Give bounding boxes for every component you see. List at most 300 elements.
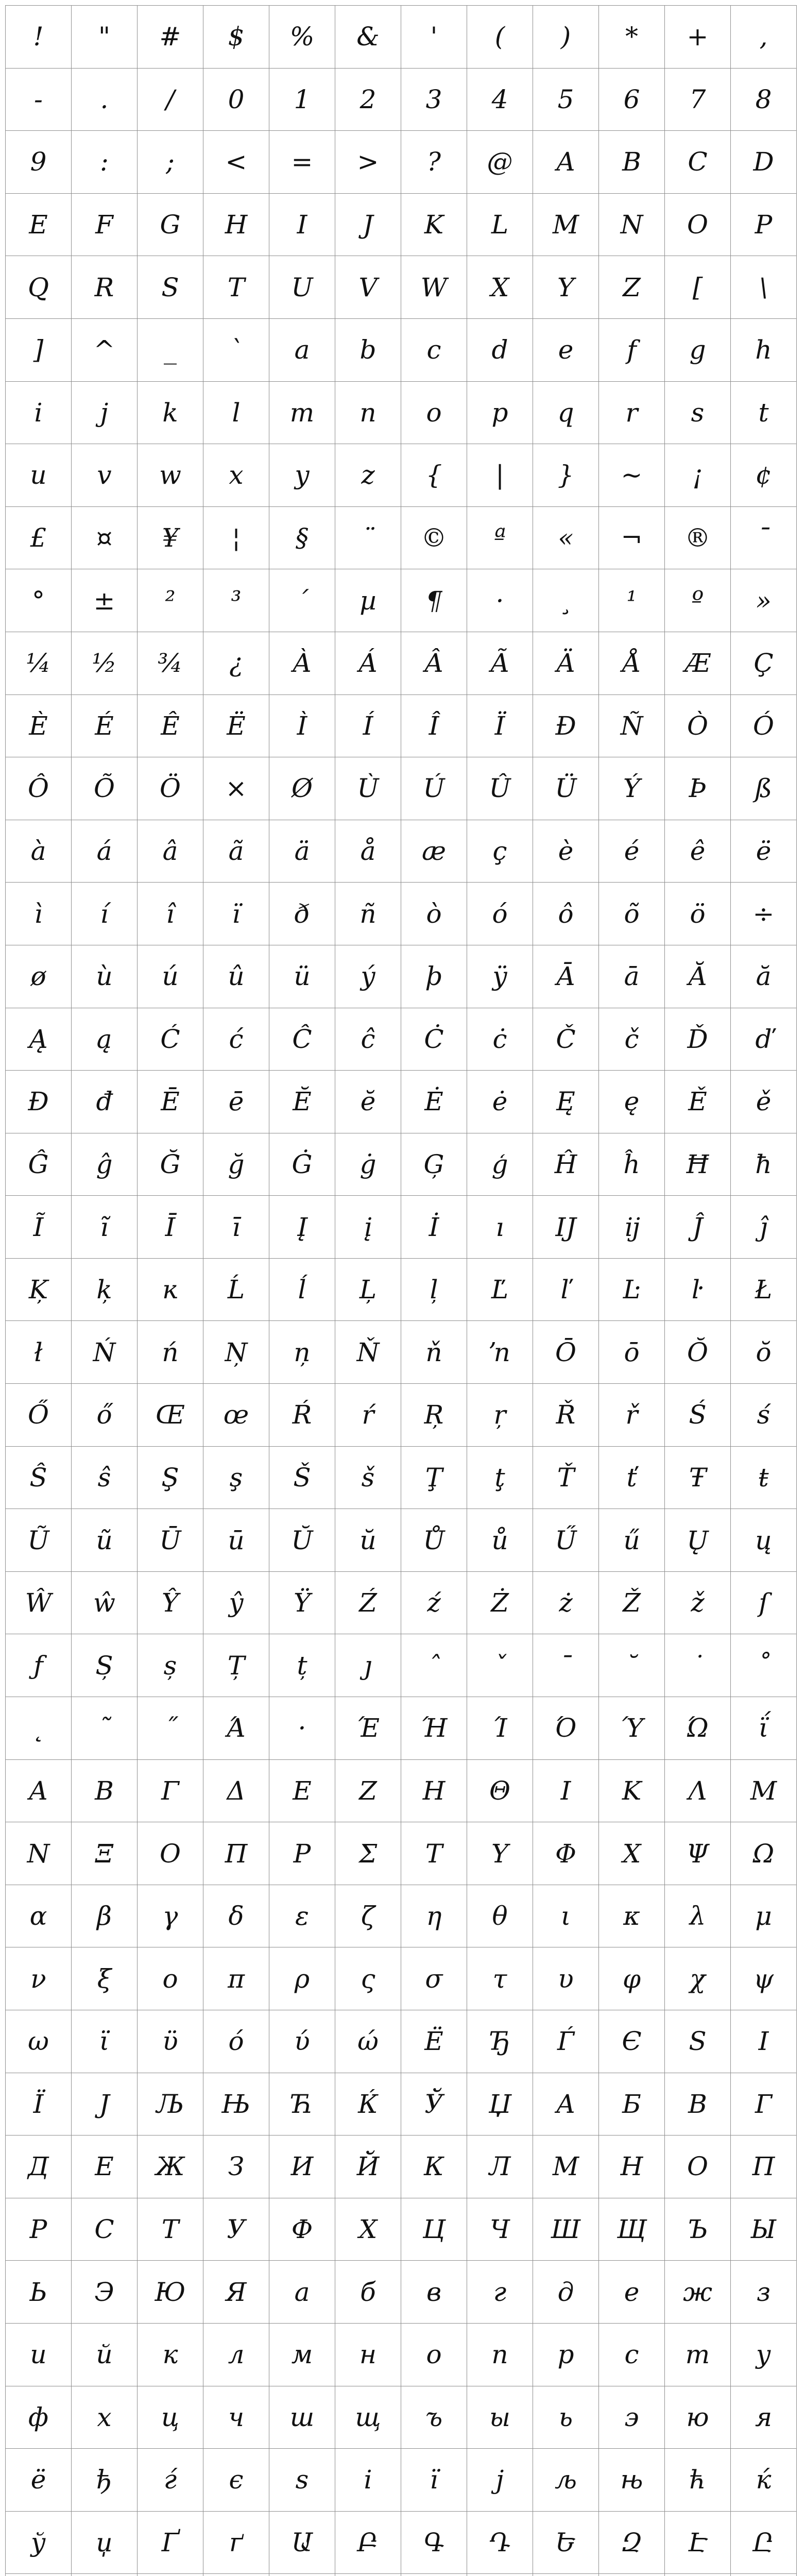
glyph-cell: й: [72, 2324, 138, 2386]
glyph-cell: Å: [599, 632, 665, 695]
glyph-cell: M: [533, 194, 599, 257]
glyph-cell: Þ: [665, 757, 731, 820]
glyph-cell: ů: [467, 1509, 533, 1572]
glyph-cell: ã: [203, 820, 269, 883]
glyph-cell: z: [335, 444, 401, 507]
glyph-cell: [: [665, 256, 731, 319]
glyph-cell: ŉ: [467, 1321, 533, 1384]
glyph-cell: Е: [72, 2136, 138, 2198]
glyph-cell: Ŕ: [269, 1384, 335, 1447]
glyph-cell: ő: [72, 1384, 138, 1447]
glyph-cell: Ź: [335, 1572, 401, 1635]
glyph-cell: [599, 2574, 665, 2576]
glyph-cell: ¡: [665, 444, 731, 507]
glyph-cell: Զ: [599, 2512, 665, 2574]
glyph-cell: ŕ: [335, 1384, 401, 1447]
glyph-cell: δ: [203, 1885, 269, 1948]
glyph-cell: Ĉ: [269, 1008, 335, 1071]
glyph-cell: a: [269, 319, 335, 382]
glyph-cell: «: [533, 507, 599, 570]
glyph-cell: ĝ: [72, 1133, 138, 1196]
glyph-cell: Ě: [665, 1071, 731, 1133]
glyph-cell: ð: [269, 883, 335, 945]
glyph-cell: Ĳ: [533, 1196, 599, 1259]
glyph-cell: à: [6, 820, 72, 883]
glyph-cell: į: [335, 1196, 401, 1259]
glyph-cell: Ț: [203, 1634, 269, 1697]
glyph-cell: Ш: [533, 2198, 599, 2261]
glyph-cell: М: [533, 2136, 599, 2198]
glyph-cell: ˝: [138, 1697, 203, 1760]
glyph-cell: ж: [665, 2261, 731, 2324]
glyph-cell: Ů: [401, 1509, 467, 1572]
glyph-cell: 3: [401, 69, 467, 131]
glyph-cell: χ: [665, 1947, 731, 2010]
glyph-cell: Ș: [72, 1634, 138, 1697]
glyph-cell: ˛: [6, 1697, 72, 1760]
glyph-cell: R: [72, 256, 138, 319]
glyph-cell: Ў: [401, 2073, 467, 2136]
glyph-cell: ĸ: [138, 1259, 203, 1321]
glyph-cell: Ö: [138, 757, 203, 820]
glyph-cell: Ř: [533, 1384, 599, 1447]
glyph-cell: `: [203, 319, 269, 382]
glyph-cell: x: [203, 444, 269, 507]
glyph-cell: ĥ: [599, 1133, 665, 1196]
glyph-cell: d: [467, 319, 533, 382]
glyph-cell: б: [335, 2261, 401, 2324]
glyph-cell: ζ: [335, 1885, 401, 1948]
glyph-cell: Ώ: [665, 1697, 731, 1760]
glyph-cell: ћ: [665, 2449, 731, 2512]
glyph-cell: (: [467, 6, 533, 69]
glyph-cell: д: [533, 2261, 599, 2324]
glyph-cell: ē: [203, 1071, 269, 1133]
glyph-cell: ž: [665, 1572, 731, 1635]
glyph-cell: џ: [72, 2512, 138, 2574]
glyph-cell: ]: [6, 319, 72, 382]
glyph-cell: Ę: [533, 1071, 599, 1133]
glyph-cell: Գ: [401, 2512, 467, 2574]
glyph-cell: Y: [533, 256, 599, 319]
glyph-cell: п: [467, 2324, 533, 2386]
glyph-cell: q: [533, 382, 599, 445]
glyph-cell: §: [269, 507, 335, 570]
glyph-cell: Θ: [467, 1760, 533, 1823]
glyph-cell: р: [533, 2324, 599, 2386]
glyph-cell: 4: [467, 69, 533, 131]
glyph-cell: Ā: [533, 945, 599, 1008]
glyph-cell: τ: [467, 1947, 533, 2010]
glyph-cell: Φ: [533, 1822, 599, 1885]
glyph-cell: r: [599, 382, 665, 445]
glyph-cell: И: [269, 2136, 335, 2198]
glyph-cell: ς: [335, 1947, 401, 2010]
glyph-cell: Ù: [335, 757, 401, 820]
glyph-cell: Њ: [203, 2073, 269, 2136]
glyph-cell: !: [6, 6, 72, 69]
glyph-cell: ΐ: [731, 1697, 797, 1760]
glyph-cell: Í: [335, 695, 401, 758]
glyph-cell: I: [269, 194, 335, 257]
glyph-cell: ¹: [599, 569, 665, 632]
glyph-cell: Z: [599, 256, 665, 319]
glyph-cell: =: [269, 131, 335, 194]
glyph-cell: í: [72, 883, 138, 945]
glyph-cell: ˆ: [401, 1634, 467, 1697]
glyph-cell: ш: [269, 2386, 335, 2449]
glyph-cell: Ÿ: [269, 1572, 335, 1635]
glyph-cell: º: [665, 569, 731, 632]
glyph-cell: ś: [731, 1384, 797, 1447]
glyph-cell: [203, 2574, 269, 2576]
glyph-cell: u: [6, 444, 72, 507]
glyph-cell: ^: [72, 319, 138, 382]
glyph-cell: ŵ: [72, 1572, 138, 1635]
glyph-cell: Н: [599, 2136, 665, 2198]
glyph-cell: Ο: [138, 1822, 203, 1885]
glyph-cell: o: [401, 382, 467, 445]
glyph-cell: Ë: [203, 695, 269, 758]
glyph-cell: ģ: [467, 1133, 533, 1196]
glyph-cell: Ŭ: [269, 1509, 335, 1572]
glyph-cell: Ψ: [665, 1822, 731, 1885]
glyph-cell: ƒ: [6, 1634, 72, 1697]
glyph-cell: Ó: [731, 695, 797, 758]
glyph-cell: ř: [599, 1384, 665, 1447]
glyph-cell: β: [72, 1885, 138, 1948]
glyph-cell: ō: [599, 1321, 665, 1384]
glyph-cell: φ: [599, 1947, 665, 2010]
glyph-cell: Ј: [72, 2073, 138, 2136]
glyph-cell: Ќ: [335, 2073, 401, 2136]
glyph-cell: ·: [269, 1697, 335, 1760]
glyph-cell: Ú: [401, 757, 467, 820]
glyph-cell: Ζ: [335, 1760, 401, 1823]
glyph-cell: ~: [599, 444, 665, 507]
glyph-cell: л: [203, 2324, 269, 2386]
glyph-cell: ¼: [6, 632, 72, 695]
glyph-cell: Բ: [335, 2512, 401, 2574]
glyph-cell: ι: [533, 1885, 599, 1948]
glyph-cell: ˚: [731, 1634, 797, 1697]
glyph-cell: Ё: [401, 2010, 467, 2073]
glyph-cell: ì: [6, 883, 72, 945]
glyph-cell: ü: [269, 945, 335, 1008]
glyph-cell: h: [731, 319, 797, 382]
glyph-cell: ż: [533, 1572, 599, 1635]
glyph-cell: э: [599, 2386, 665, 2449]
glyph-cell: в: [401, 2261, 467, 2324]
glyph-cell: ÿ: [467, 945, 533, 1008]
glyph-cell: Ы: [731, 2198, 797, 2261]
glyph-cell: 1: [269, 69, 335, 131]
glyph-cell: ъ: [401, 2386, 467, 2449]
glyph-cell: ¶: [401, 569, 467, 632]
glyph-cell: Ũ: [6, 1509, 72, 1572]
glyph-cell: Ý: [599, 757, 665, 820]
glyph-cell: ț: [269, 1634, 335, 1697]
glyph-cell: ?: [401, 131, 467, 194]
glyph-cell: á: [72, 820, 138, 883]
glyph-cell: Γ: [138, 1760, 203, 1823]
glyph-cell: k: [138, 382, 203, 445]
glyph-cell: ¢: [731, 444, 797, 507]
glyph-cell: È: [6, 695, 72, 758]
glyph-cell: Ц: [401, 2198, 467, 2261]
glyph-cell: Ň: [335, 1321, 401, 1384]
glyph-cell: Ό: [533, 1697, 599, 1760]
glyph-cell: Ŗ: [401, 1384, 467, 1447]
glyph-cell: {: [401, 444, 467, 507]
glyph-cell: &: [335, 6, 401, 69]
glyph-cell: Ñ: [599, 695, 665, 758]
glyph-cell: 0: [203, 69, 269, 131]
glyph-cell: ń: [138, 1321, 203, 1384]
glyph-cell: <: [203, 131, 269, 194]
glyph-cell: Û: [467, 757, 533, 820]
glyph-cell: ŭ: [335, 1509, 401, 1572]
glyph-cell: Ő: [6, 1384, 72, 1447]
glyph-cell: Ū: [138, 1509, 203, 1572]
glyph-cell: ò: [401, 883, 467, 945]
glyph-cell: #: [138, 6, 203, 69]
glyph-grid: [5, 5, 797, 2576]
glyph-cell: ä: [269, 820, 335, 883]
glyph-cell: ϋ: [138, 2010, 203, 2073]
glyph-cell: ţ: [467, 1447, 533, 1510]
glyph-cell: [138, 2574, 203, 2576]
glyph-cell: Ή: [401, 1697, 467, 1760]
glyph-cell: .: [72, 69, 138, 131]
glyph-cell: E: [6, 194, 72, 257]
glyph-cell: X: [467, 256, 533, 319]
glyph-cell: Ї: [6, 2073, 72, 2136]
glyph-cell: Ѓ: [533, 2010, 599, 2073]
glyph-cell: s: [665, 382, 731, 445]
glyph-cell: ,: [731, 6, 797, 69]
glyph-cell: /: [138, 69, 203, 131]
glyph-cell: ќ: [731, 2449, 797, 2512]
glyph-cell: :: [72, 131, 138, 194]
glyph-cell: Ŷ: [138, 1572, 203, 1635]
glyph-cell: Ω: [731, 1822, 797, 1885]
glyph-cell: η: [401, 1885, 467, 1948]
glyph-cell: ·: [467, 569, 533, 632]
glyph-cell: f: [599, 319, 665, 382]
glyph-cell: £: [6, 507, 72, 570]
glyph-cell: у: [731, 2324, 797, 2386]
glyph-cell: ±: [72, 569, 138, 632]
glyph-cell: ²: [138, 569, 203, 632]
glyph-cell: Ά: [203, 1697, 269, 1760]
glyph-cell: Ė: [401, 1071, 467, 1133]
glyph-cell: }: [533, 444, 599, 507]
glyph-cell: В: [665, 2073, 731, 2136]
glyph-cell: О: [665, 2136, 731, 2198]
glyph-cell: ˘: [599, 1634, 665, 1697]
glyph-cell: ®: [665, 507, 731, 570]
glyph-cell: Ă: [665, 945, 731, 1008]
glyph-cell: Ī: [138, 1196, 203, 1259]
glyph-cell: ą: [72, 1008, 138, 1071]
glyph-cell: І: [731, 2010, 797, 2073]
glyph-cell: Š: [269, 1447, 335, 1510]
glyph-cell: Ч: [467, 2198, 533, 2261]
glyph-cell: S: [138, 256, 203, 319]
glyph-cell: њ: [599, 2449, 665, 2512]
glyph-cell: ¨: [335, 507, 401, 570]
glyph-cell: П: [731, 2136, 797, 2198]
glyph-cell: А: [533, 2073, 599, 2136]
glyph-cell: ô: [533, 883, 599, 945]
glyph-cell: đ: [72, 1071, 138, 1133]
glyph-cell: Ђ: [467, 2010, 533, 2073]
glyph-cell: ù: [72, 945, 138, 1008]
glyph-cell: Κ: [599, 1760, 665, 1823]
glyph-cell: $: [203, 6, 269, 69]
glyph-cell: ´: [269, 569, 335, 632]
glyph-cell: ѓ: [138, 2449, 203, 2512]
glyph-cell: ρ: [269, 1947, 335, 2010]
glyph-cell: ė: [467, 1071, 533, 1133]
glyph-cell: θ: [467, 1885, 533, 1948]
glyph-cell: ď: [731, 1008, 797, 1071]
glyph-cell: i: [6, 382, 72, 445]
glyph-cell: ": [72, 6, 138, 69]
glyph-cell: *: [599, 6, 665, 69]
glyph-cell: ă: [731, 945, 797, 1008]
glyph-cell: Ա: [269, 2512, 335, 2574]
glyph-cell: м: [269, 2324, 335, 2386]
glyph-cell: Ø: [269, 757, 335, 820]
glyph-cell: ŏ: [731, 1321, 797, 1384]
glyph-cell: У: [203, 2198, 269, 2261]
glyph-cell: Т: [138, 2198, 203, 2261]
glyph-cell: Ê: [138, 695, 203, 758]
glyph-cell: î: [138, 883, 203, 945]
glyph-cell: ¥: [138, 507, 203, 570]
glyph-cell: [401, 2574, 467, 2576]
glyph-cell: ©: [401, 507, 467, 570]
glyph-cell: ě: [731, 1071, 797, 1133]
glyph-cell: ψ: [731, 1947, 797, 2010]
glyph-cell: Ō: [533, 1321, 599, 1384]
glyph-cell: Ć: [138, 1008, 203, 1071]
glyph-cell: ę: [599, 1071, 665, 1133]
glyph-cell: υ: [533, 1947, 599, 2010]
glyph-cell: ĉ: [335, 1008, 401, 1071]
glyph-cell: P: [731, 194, 797, 257]
glyph-cell: ĺ: [269, 1259, 335, 1321]
glyph-cell: [269, 2574, 335, 2576]
glyph-cell: ű: [599, 1509, 665, 1572]
glyph-cell: ˉ: [533, 1634, 599, 1697]
glyph-cell: »: [731, 569, 797, 632]
glyph-cell: К: [401, 2136, 467, 2198]
glyph-cell: ª: [467, 507, 533, 570]
glyph-cell: Χ: [599, 1822, 665, 1885]
glyph-cell: Μ: [731, 1760, 797, 1823]
glyph-cell: κ: [599, 1885, 665, 1948]
glyph-cell: Ã: [467, 632, 533, 695]
glyph-cell: я: [731, 2386, 797, 2449]
glyph-cell: ġ: [335, 1133, 401, 1196]
glyph-cell: ξ: [72, 1947, 138, 2010]
glyph-cell: Î: [401, 695, 467, 758]
glyph-cell: ī: [203, 1196, 269, 1259]
glyph-cell: ß: [731, 757, 797, 820]
glyph-cell: þ: [401, 945, 467, 1008]
glyph-cell: Ĵ: [665, 1196, 731, 1259]
glyph-cell: ö: [665, 883, 731, 945]
glyph-cell: y: [269, 444, 335, 507]
glyph-cell: ¾: [138, 632, 203, 695]
glyph-cell: Ş: [138, 1447, 203, 1510]
glyph-cell: Х: [335, 2198, 401, 2261]
glyph-cell: ν: [6, 1947, 72, 2010]
glyph-cell: c: [401, 319, 467, 382]
glyph-cell: Ś: [665, 1384, 731, 1447]
glyph-cell: ј: [467, 2449, 533, 2512]
glyph-cell: Ņ: [203, 1321, 269, 1384]
glyph-cell: ы: [467, 2386, 533, 2449]
glyph-cell: Г: [731, 2073, 797, 2136]
glyph-cell: T: [203, 256, 269, 319]
glyph-cell: г: [467, 2261, 533, 2324]
glyph-cell: Ġ: [269, 1133, 335, 1196]
glyph-cell: ū: [203, 1509, 269, 1572]
glyph-cell: Ѕ: [665, 2010, 731, 2073]
glyph-cell: ˙: [665, 1634, 731, 1697]
glyph-cell: ŗ: [467, 1384, 533, 1447]
glyph-cell: û: [203, 945, 269, 1008]
glyph-cell: ș: [138, 1634, 203, 1697]
glyph-cell: Ð: [533, 695, 599, 758]
glyph-cell: %: [269, 6, 335, 69]
glyph-cell: W: [401, 256, 467, 319]
glyph-cell: Π: [203, 1822, 269, 1885]
glyph-cell: Α: [6, 1760, 72, 1823]
glyph-cell: ½: [72, 632, 138, 695]
glyph-cell: ў: [6, 2512, 72, 2574]
glyph-cell: Į: [269, 1196, 335, 1259]
glyph-cell: ć: [203, 1008, 269, 1071]
glyph-cell: 5: [533, 69, 599, 131]
glyph-cell: Ċ: [401, 1008, 467, 1071]
glyph-cell: Ĥ: [533, 1133, 599, 1196]
glyph-cell: +: [665, 6, 731, 69]
glyph-cell: \: [731, 256, 797, 319]
glyph-cell: [467, 2574, 533, 2576]
glyph-cell: U: [269, 256, 335, 319]
glyph-cell: N: [599, 194, 665, 257]
glyph-cell: l: [203, 382, 269, 445]
glyph-cell: и: [6, 2324, 72, 2386]
glyph-cell: ë: [731, 820, 797, 883]
glyph-cell: ё: [6, 2449, 72, 2512]
glyph-cell: Ρ: [269, 1822, 335, 1885]
glyph-cell: ý: [335, 945, 401, 1008]
glyph-cell: ω: [6, 2010, 72, 2073]
glyph-cell: ;: [138, 131, 203, 194]
glyph-cell: V: [335, 256, 401, 319]
glyph-cell: Ď: [665, 1008, 731, 1071]
glyph-cell: ş: [203, 1447, 269, 1510]
glyph-cell: Ł: [731, 1259, 797, 1321]
glyph-cell: ľ: [533, 1259, 599, 1321]
glyph-cell: н: [335, 2324, 401, 2386]
